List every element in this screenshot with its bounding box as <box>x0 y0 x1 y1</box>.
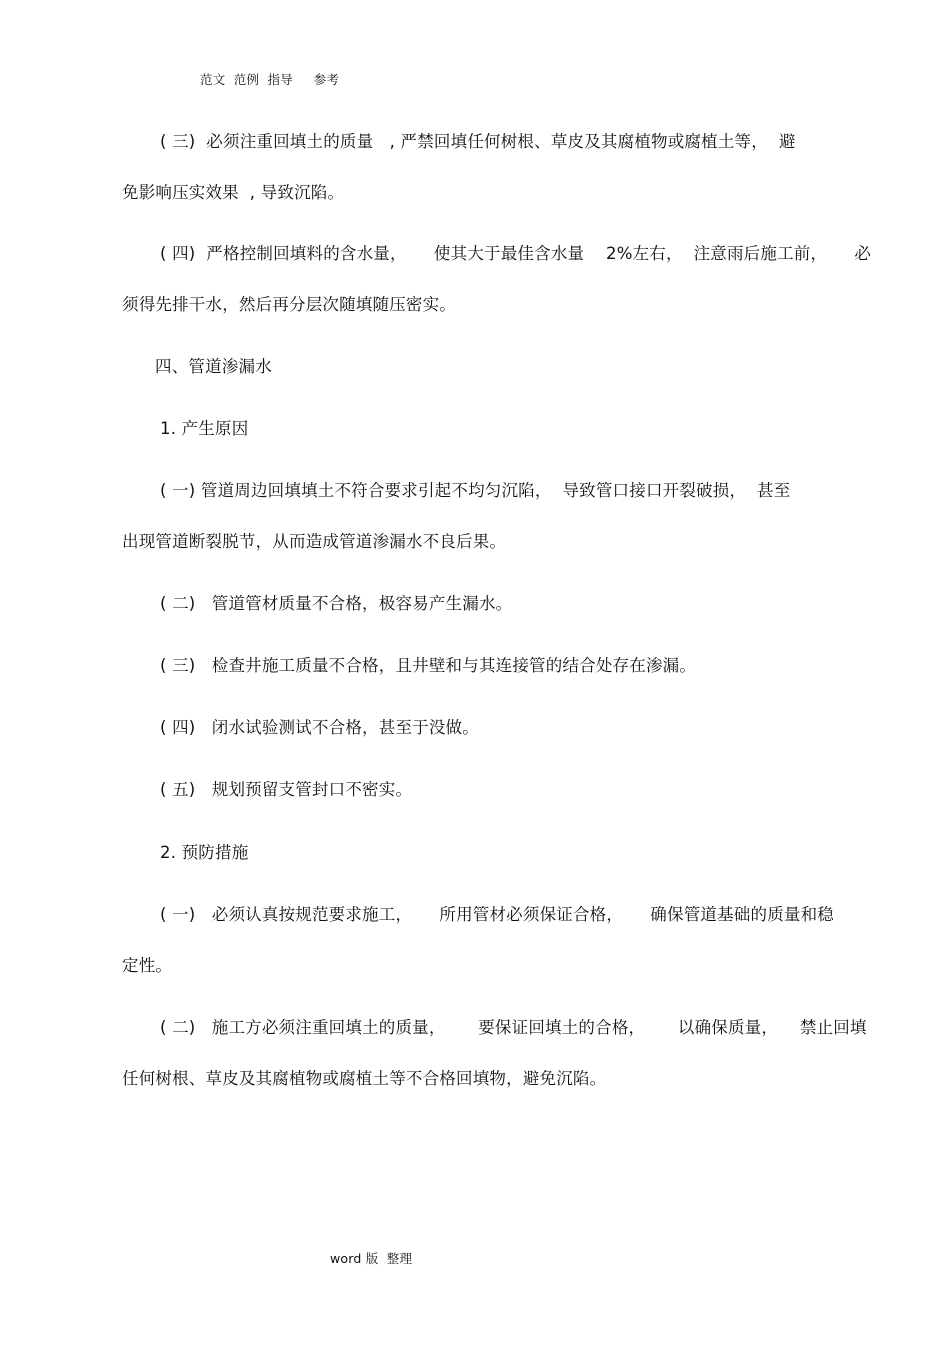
cause-3: ( 三) 检查井施工质量不合格，且井壁和与其连接管的结合处存在渗漏。 <box>160 656 697 675</box>
page-footer: word 版 整理 <box>330 1251 413 1266</box>
cause-2: ( 二) 管道管材质量不合格，极容易产生漏水。 <box>160 594 513 613</box>
measure-2-line-1: ( 二) 施工方必须注重回填土的质量， 要保证回填土的合格， 以确保质量， 禁止回填 <box>160 1018 867 1037</box>
paragraph-3-line-1: ( 三) 必须注重回填土的质量 , 严禁回填任何树根、草皮及其腐植物或腐植土等， 避 <box>160 132 796 151</box>
cause-1-line-2: 出现管道断裂脱节，从而造成管道渗漏水不良后果。 <box>122 532 507 551</box>
subsection-heading-prevention: 2. 预防措施 <box>160 843 249 862</box>
measure-1-line-1: ( 一) 必须认真按规范要求施工， 所用管材必须保证合格， 确保管道基础的质量和稳 <box>160 905 835 924</box>
cause-4: ( 四) 闭水试验测试不合格，甚至于没做。 <box>160 718 479 737</box>
cause-5: ( 五) 规划预留支管封口不密实。 <box>160 780 413 799</box>
measure-2-line-2: 任何树根、草皮及其腐植物或腐植土等不合格回填物，避免沉陷。 <box>122 1069 607 1088</box>
paragraph-3-line-2: 免影响压实效果 , 导致沉陷。 <box>122 183 345 202</box>
cause-1-line-1: ( 一) 管道周边回填填土不符合要求引起不均匀沉陷， 导致管口接口开裂破损， 甚至 <box>160 481 791 500</box>
page-header: 范文 范例 指导 参考 <box>200 72 340 87</box>
paragraph-4-line-2: 须得先排干水，然后再分层次随填随压密实。 <box>122 295 456 314</box>
subsection-heading-causes: 1. 产生原因 <box>160 419 249 438</box>
measure-1-line-2: 定性。 <box>122 956 173 975</box>
paragraph-4-line-1: ( 四) 严格控制回填料的含水量， 使其大于最佳含水量 2%左右， 注意雨后施工前， 必 <box>160 244 872 263</box>
section-heading: 四、管道渗漏水 <box>155 357 272 376</box>
